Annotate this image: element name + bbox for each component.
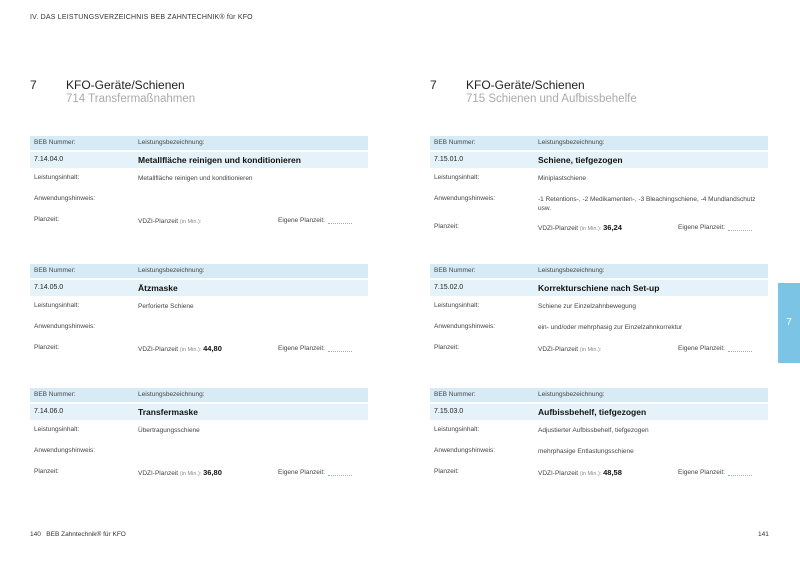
planning-time-label: Planzeit: — [434, 344, 459, 351]
vdzi-label: VDZI-Planzeit — [138, 346, 179, 353]
note-row — [30, 317, 368, 338]
own-planning-field[interactable] — [328, 468, 352, 476]
beb-code: 7.15.03.0 — [434, 408, 464, 415]
entry-title-band — [30, 404, 368, 420]
content-row — [30, 168, 368, 189]
own-planning-field[interactable] — [728, 223, 752, 231]
chapter-number: 7 — [30, 78, 37, 92]
own-planning-time — [678, 468, 752, 476]
note-value: mehrphasige Entlastungsschiene — [538, 448, 634, 455]
chapter-title: KFO-Geräte/Schienen — [66, 78, 185, 92]
service-entry — [30, 264, 368, 359]
planning-time-label: Planzeit: — [34, 468, 59, 475]
note-value: -1 Retentions-, -2 Medikamenten-, -3 Bleachingschiene, -4 Mundlandschutz usw. — [538, 196, 756, 212]
note-label: Anwendungshinweis: — [434, 323, 496, 330]
entry-header-band — [430, 388, 768, 402]
content-row — [430, 420, 768, 441]
unit-label: (in Min.): — [579, 471, 602, 477]
beb-code: 7.14.04.0 — [34, 156, 64, 163]
entry-header-band — [430, 136, 768, 150]
content-row — [30, 420, 368, 441]
entry-header-band — [30, 388, 368, 402]
beb-code: 7.14.05.0 — [34, 284, 64, 291]
unit-label: (in Min.): — [179, 219, 202, 225]
unit-label: (in Min.): — [179, 471, 202, 477]
beb-code: 7.14.06.0 — [34, 408, 64, 415]
own-planning-time — [278, 344, 352, 352]
planning-time-label: Planzeit: — [434, 468, 459, 475]
note-label: Anwendungshinweis: — [34, 447, 96, 454]
chapter-tab — [778, 283, 800, 363]
note-row — [430, 441, 768, 462]
entry-title-band — [430, 404, 768, 420]
chapter-tab-number: 7 — [786, 317, 792, 328]
own-planning-time — [278, 468, 352, 476]
beb-code: 7.15.02.0 — [434, 284, 464, 291]
own-planning-label: Eigene Planzeit: — [278, 469, 325, 476]
vdzi-planning-time — [138, 344, 222, 353]
chapter-number: 7 — [430, 78, 437, 92]
own-planning-time — [278, 216, 352, 224]
note-label: Anwendungshinweis: — [34, 195, 96, 202]
entry-title-band — [30, 280, 368, 296]
service-name-label: Leistungsbezeichnung: — [538, 391, 605, 398]
note-row — [430, 189, 768, 217]
beb-number-label: BEB Nummer: — [34, 267, 76, 274]
note-row — [30, 189, 368, 210]
planning-time-value: 36,24 — [603, 223, 622, 232]
service-entry — [30, 136, 368, 231]
section-subtitle: 714 Transfermaßnahmen — [66, 93, 196, 105]
page-number-left: 140 — [30, 531, 41, 538]
entry-header-band — [30, 136, 368, 150]
own-planning-label: Eigene Planzeit: — [278, 217, 325, 224]
content-value: Miniplastschiene — [538, 175, 587, 182]
content-label: Leistungsinhalt: — [34, 302, 80, 309]
own-planning-label: Eigene Planzeit: — [678, 345, 725, 352]
beb-number-label: BEB Nummer: — [434, 391, 476, 398]
service-title: Transfermaske — [138, 407, 199, 417]
planning-time-label: Planzeit: — [34, 216, 59, 223]
planning-time-value: 36,80 — [203, 468, 222, 477]
service-entry — [430, 388, 768, 483]
content-value: Adjustierter Aufbissbehelf, tiefgezogen — [538, 427, 649, 434]
own-planning-field[interactable] — [728, 344, 752, 352]
beb-number-label: BEB Nummer: — [34, 391, 76, 398]
planning-time-value: 44,80 — [203, 344, 222, 353]
content-value: Perforierte Schiene — [138, 303, 194, 310]
content-value: Schiene zur Einzelzahnbewegung — [538, 303, 636, 310]
vdzi-label: VDZI-Planzeit — [138, 470, 179, 477]
vdzi-planning-time — [138, 216, 201, 225]
section-subtitle: 715 Schienen und Aufbissbehelfe — [466, 93, 637, 105]
content-value: Metallfläche reinigen und konditionieren — [138, 175, 253, 182]
planning-time-row — [430, 217, 768, 238]
beb-code: 7.15.01.0 — [434, 156, 464, 163]
service-title: Korrekturschiene nach Set-up — [538, 283, 660, 293]
service-entry — [30, 388, 368, 483]
beb-number-label: BEB Nummer: — [434, 139, 476, 146]
content-label: Leistungsinhalt: — [434, 302, 480, 309]
service-name-label: Leistungsbezeichnung: — [138, 139, 205, 146]
note-value: ein- und/oder mehrphasig zur Einzelzahnkorrektur — [538, 324, 683, 331]
page-number-right: 141 — [758, 531, 769, 538]
own-planning-label: Eigene Planzeit: — [678, 224, 725, 231]
service-name-label: Leistungsbezeichnung: — [138, 267, 205, 274]
content-label: Leistungsinhalt: — [434, 174, 480, 181]
content-label: Leistungsinhalt: — [434, 426, 480, 433]
service-title: Schiene, tiefgezogen — [538, 155, 623, 165]
planning-time-row — [30, 462, 368, 483]
vdzi-planning-time — [138, 468, 222, 477]
beb-number-label: BEB Nummer: — [434, 267, 476, 274]
section-heading — [30, 78, 390, 118]
planning-time-row — [30, 210, 368, 231]
service-name-label: Leistungsbezeichnung: — [538, 139, 605, 146]
service-entry — [430, 136, 768, 238]
note-row — [30, 441, 368, 462]
own-planning-field[interactable] — [328, 344, 352, 352]
vdzi-label: VDZI-Planzeit — [138, 218, 179, 225]
planning-time-row — [430, 338, 768, 359]
own-planning-time — [678, 344, 752, 352]
service-name-label: Leistungsbezeichnung: — [538, 267, 605, 274]
vdzi-planning-time — [538, 223, 622, 232]
own-planning-field[interactable] — [728, 468, 752, 476]
planning-time-label: Planzeit: — [34, 344, 59, 351]
planning-time-value: 48,58 — [603, 468, 622, 477]
unit-label: (in Min.): — [179, 347, 202, 353]
own-planning-time — [678, 223, 752, 231]
planning-time-row — [30, 338, 368, 359]
entry-header-band — [430, 264, 768, 278]
content-value: Übertragungsschiene — [138, 427, 200, 434]
service-title: Aufbissbehelf, tiefgezogen — [538, 407, 647, 417]
note-row — [430, 317, 768, 338]
service-entry — [430, 264, 768, 359]
content-row — [430, 168, 768, 189]
footer-left — [30, 531, 126, 538]
beb-number-label: BEB Nummer: — [34, 139, 76, 146]
footer-text: BEB Zahntechnik® für KFO — [46, 531, 126, 538]
content-row — [30, 296, 368, 317]
section-heading — [430, 78, 790, 118]
note-label: Anwendungshinweis: — [34, 323, 96, 330]
vdzi-label: VDZI-Planzeit — [538, 225, 579, 232]
own-planning-label: Eigene Planzeit: — [678, 469, 725, 476]
own-planning-label: Eigene Planzeit: — [278, 345, 325, 352]
vdzi-label: VDZI-Planzeit — [538, 470, 579, 477]
entry-title-band — [430, 280, 768, 296]
note-label: Anwendungshinweis: — [434, 195, 496, 202]
entry-title-band — [30, 152, 368, 168]
chapter-title: KFO-Geräte/Schienen — [466, 78, 585, 92]
vdzi-planning-time — [538, 468, 622, 477]
content-label: Leistungsinhalt: — [34, 174, 80, 181]
planning-time-row — [430, 462, 768, 483]
unit-label: (in Min.): — [579, 347, 602, 353]
unit-label: (in Min.): — [579, 226, 602, 232]
running-header: IV. DAS LEISTUNGSVERZEICHNIS BEB ZAHNTECHNIK® für KFO — [30, 14, 253, 21]
service-name-label: Leistungsbezeichnung: — [138, 391, 205, 398]
content-row — [430, 296, 768, 317]
planning-time-label: Planzeit: — [434, 223, 459, 230]
content-label: Leistungsinhalt: — [34, 426, 80, 433]
vdzi-label: VDZI-Planzeit — [538, 346, 579, 353]
note-label: Anwendungshinweis: — [434, 447, 496, 454]
entry-header-band — [30, 264, 368, 278]
entry-title-band — [430, 152, 768, 168]
service-title: Ätzmaske — [138, 283, 178, 293]
service-title: Metallfläche reinigen und konditionieren — [138, 155, 301, 165]
vdzi-planning-time — [538, 344, 601, 353]
own-planning-field[interactable] — [328, 216, 352, 224]
